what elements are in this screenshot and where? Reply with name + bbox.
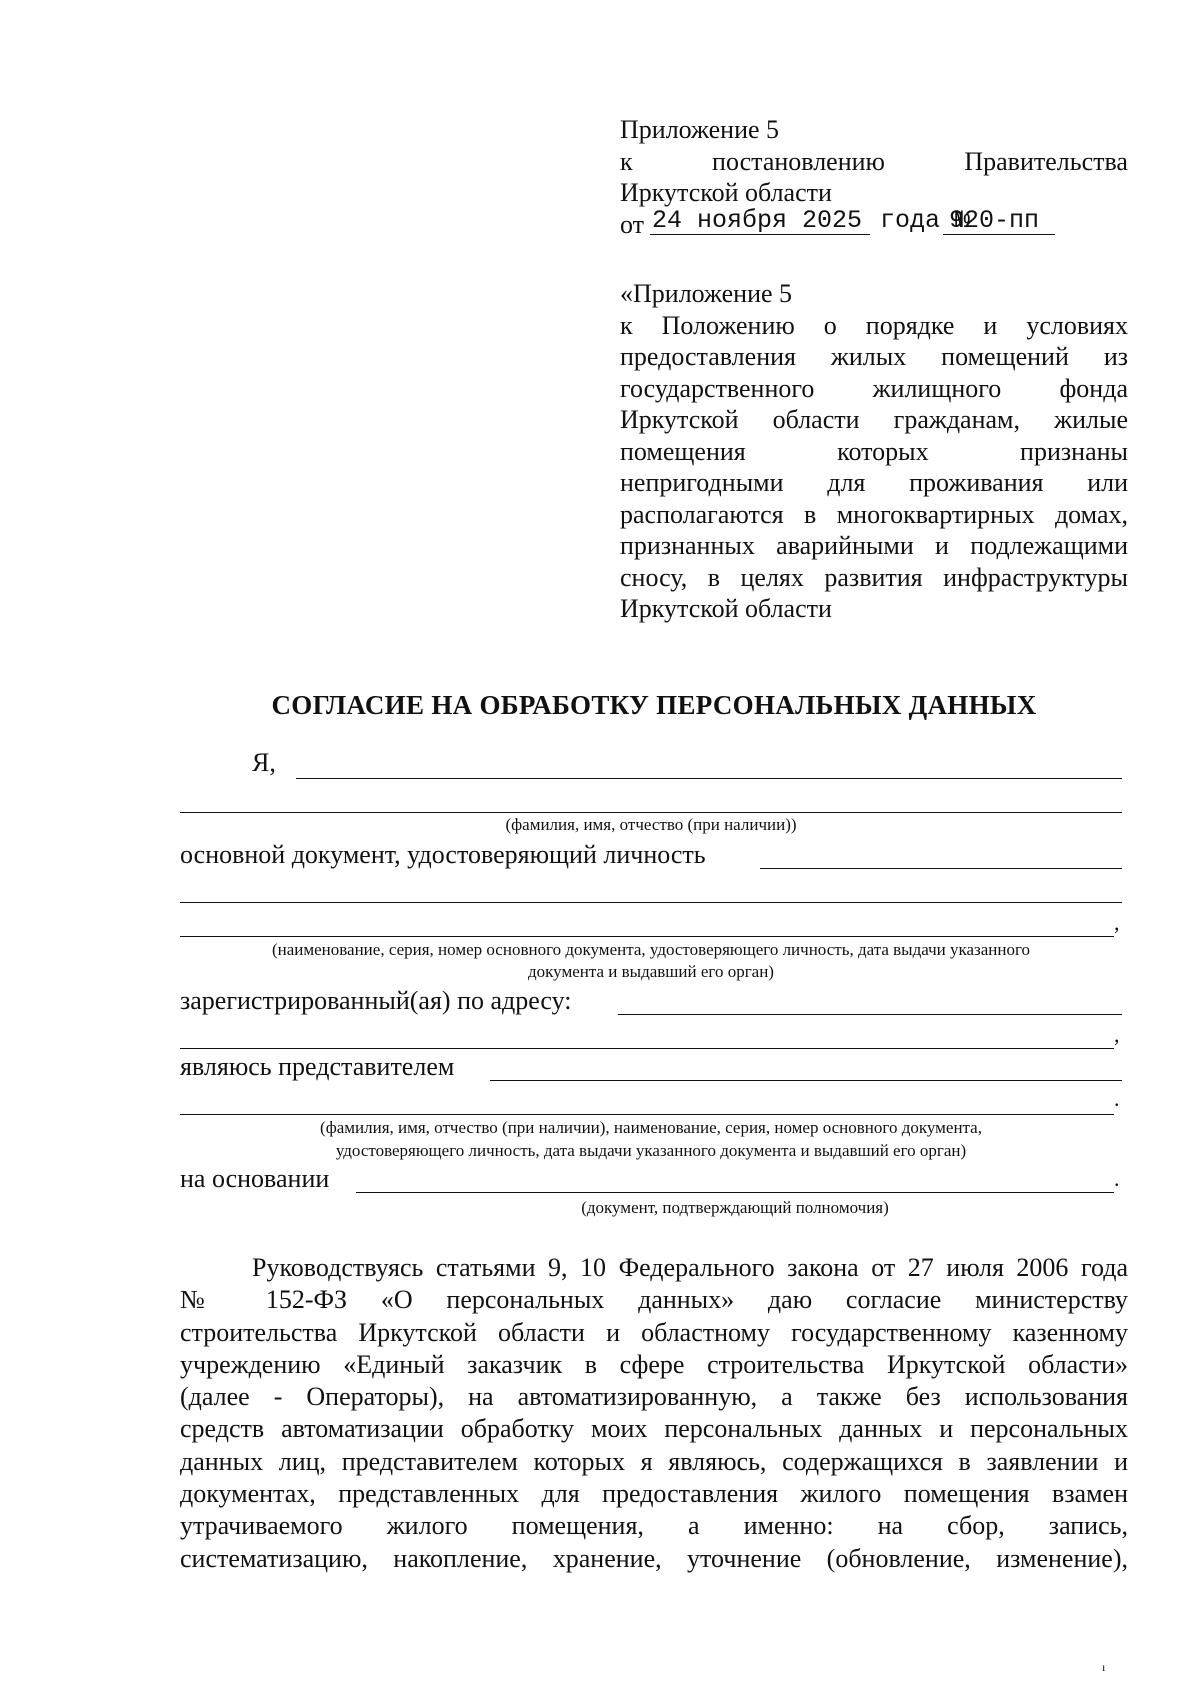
representative-field-line-2[interactable] — [180, 1114, 1114, 1115]
date-prefix: от — [620, 209, 645, 239]
regulation-line: предоставления жилых помещений из — [620, 342, 1128, 371]
id-document-field-line-3[interactable] — [180, 936, 1114, 937]
appendix-number: Приложение 5 — [620, 115, 780, 144]
appendix-decree-line: к постановлению Правительства — [620, 146, 1128, 176]
appendix-region: Иркутской области — [620, 178, 832, 207]
date-suffix: года № — [880, 205, 971, 235]
body-line: систематизацию, накопление, хранение, уточнение (обновление, изменение), — [180, 1543, 1128, 1573]
fio-field-line-1[interactable] — [296, 778, 1122, 779]
id-document-caption-2: документа и выдавший его орган) — [528, 962, 774, 981]
regulation-line: располагаются в многоквартирных домах, — [620, 499, 1128, 529]
i-label: Я, — [252, 748, 276, 777]
line-comma: , — [1114, 1022, 1120, 1047]
id-document-field-line-1[interactable] — [760, 868, 1122, 869]
body-line: данных лиц, представителем которых я являюсь, содержащихся в заявлении и — [180, 1446, 1128, 1476]
representative-label: являюсь представителем — [180, 1052, 455, 1081]
body-line: утрачиваемого жилого помещения, а именно: на сбор, запись, — [180, 1511, 1128, 1541]
representative-field-line-1[interactable] — [490, 1080, 1122, 1081]
consent-body — [180, 1252, 1128, 1575]
address-field-line-1[interactable] — [618, 1014, 1122, 1015]
body-line: № 152-ФЗ «О персональных данных» даю согласие министерству — [180, 1285, 1128, 1315]
basis-field-line[interactable] — [356, 1192, 1114, 1193]
regulation-line: к Положению о порядке и условиях — [620, 310, 1128, 340]
line-period: . — [1114, 1166, 1120, 1191]
id-document-label: основной документ, удостоверяющий личность — [180, 840, 706, 869]
regulation-line: сносу, в целях развития инфраструктуры — [620, 562, 1128, 592]
address-label: зарегистрированный(ая) по адресу: — [180, 986, 572, 1015]
regulation-line: Иркутской области гражданам, жилые — [620, 405, 1128, 434]
regulation-line: признанных аварийными и подлежащими — [620, 531, 1128, 560]
regulation-line: непригодными для проживания или — [620, 468, 1128, 497]
body-line: (далее - Операторы), на автоматизированную, а также без использования — [180, 1382, 1128, 1412]
body-line: средств автоматизации обработку моих персональных данных и персональных — [180, 1414, 1128, 1444]
regulation-line: помещения которых признаны — [620, 436, 1128, 466]
representative-caption-1: (фамилия, имя, отчество (при наличии), наименование, серия, номер основного документа, — [320, 1118, 982, 1137]
body-line: учреждению «Единый заказчик в сфере строительства Иркутской области» — [180, 1349, 1128, 1379]
document-title: СОГЛАСИЕ НА ОБРАБОТКУ ПЕРСОНАЛЬНЫХ ДАННЫХ — [271, 690, 1037, 720]
body-line: строительства Иркутской области и областному государственному казенному — [180, 1317, 1128, 1347]
fio-caption: (фамилия, имя, отчество (при наличии)) — [505, 815, 797, 834]
regulation-appendix-header — [620, 278, 1128, 625]
decree-appendix-header — [620, 114, 1128, 243]
line-comma: , — [1114, 910, 1120, 935]
body-line: документах, представленных для предоставления жилого помещения взамен — [180, 1479, 1128, 1509]
body-line: Руководствуясь статьями 9, 10 Федерального закона от 27 июля 2006 года — [252, 1253, 1128, 1282]
address-field-line-2[interactable] — [180, 1048, 1114, 1049]
decree-number: 920-пп — [943, 205, 1055, 235]
decree-date-line — [620, 205, 1128, 243]
regulation-line: государственного жилищного фонда — [620, 373, 1128, 403]
basis-label: на основании — [180, 1164, 330, 1193]
decree-date: 24 ноября 2025 — [650, 205, 870, 235]
id-document-caption-1: (наименование, серия, номер основного документа, удостоверяющего личность, дата выдачи указанного — [271, 940, 1031, 959]
regulation-line: «Приложение 5 — [620, 279, 793, 308]
fio-field-line-2[interactable] — [180, 812, 1122, 813]
line-period: . — [1114, 1086, 1120, 1111]
basis-caption: (документ, подтверждающий полномочия) — [581, 1198, 889, 1217]
scan-mark: ı — [1102, 1660, 1106, 1674]
representative-caption-2: удостоверяющего личность, дата выдачи указанного документа и выдавший его орган) — [335, 1141, 967, 1160]
id-document-field-line-2[interactable] — [180, 902, 1122, 903]
regulation-line: Иркутской области — [620, 594, 832, 623]
